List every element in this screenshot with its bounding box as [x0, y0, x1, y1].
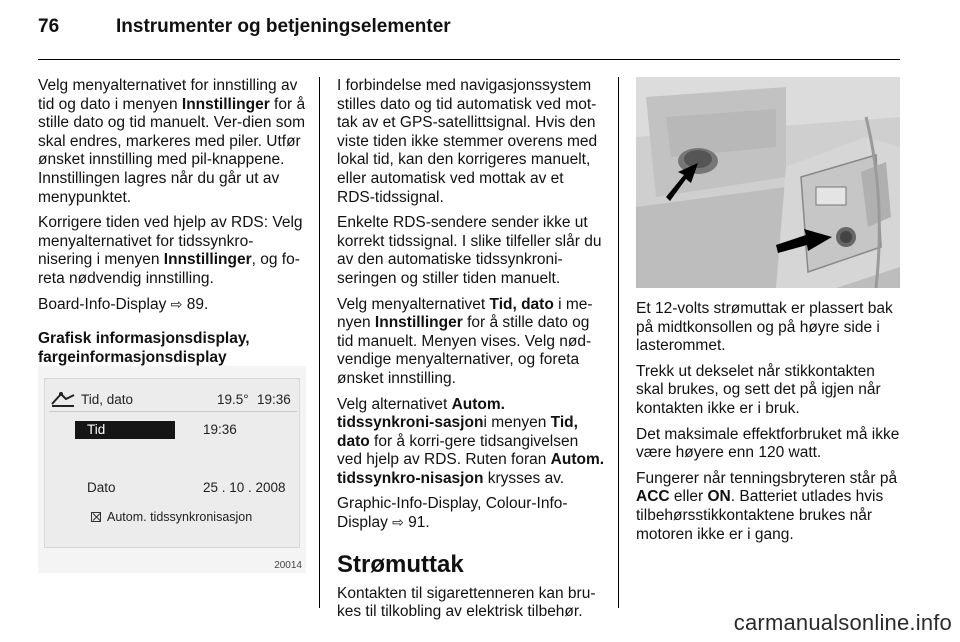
text-run: for å stille dato og tid manuelt. Menyen vises. Velg nød-vendige menyalternativer, og foreta ønsket innstilling.: [337, 314, 592, 387]
display-panel: [44, 378, 300, 548]
page-title: Instrumenter og betjeningselementer: [116, 16, 451, 37]
text-run: krysses av.: [483, 469, 565, 487]
paragraph: Et 12-volts strømuttak er plassert bak på midtkonsollen og på høyre side i lasterommet.: [636, 300, 893, 355]
text-run: , og fo-reta nødvendig innstilling.: [38, 251, 300, 287]
menu-term: Autom. tidssynkroni-sasjon: [337, 395, 505, 432]
menu-item-dato-label[interactable]: Dato: [87, 480, 116, 495]
paragraph: [38, 296, 306, 315]
text-run: i menyen: [483, 414, 551, 432]
key-term: ACC: [636, 488, 670, 506]
section-heading: Strømuttak: [337, 550, 464, 578]
watermark: carmanualsonline.info: [733, 610, 952, 635]
clock-settings-icon: [49, 389, 77, 409]
key-term: ON: [707, 488, 731, 506]
page-number: 76: [38, 16, 60, 37]
paragraph: [38, 214, 306, 288]
menu-term: Tid, dato: [489, 295, 554, 313]
figure-code: 20014: [274, 560, 302, 571]
paragraph: [337, 495, 605, 532]
page-reference[interactable]: 91.: [403, 514, 430, 532]
text-run: . Batteriet utlades hvis tilbehørsstikkontaktene brukes når motoren ikke er i gang.: [636, 488, 884, 543]
text-column-2: [337, 77, 605, 629]
display-title: Tid, dato: [81, 392, 134, 407]
text-run: Korrigere tiden ved hjelp av RDS: Velg menyalternativet for tidssynkro-nisering i menyen: [38, 214, 303, 269]
paragraph: Enkelte RDS-sendere sender ikke ut korrekt tidssignal. I slike tilfeller slår du av den automatiske tidssynkroni-seringen og stiller tiden manuelt.: [337, 214, 602, 287]
header-rule: [38, 59, 900, 60]
display-temperature: 19.5°: [217, 392, 249, 407]
page-reference-arrow-icon: ⇨: [392, 515, 404, 532]
paragraph: [38, 77, 306, 207]
text-run: i me-nyen: [337, 295, 593, 332]
text-run: eller: [669, 488, 708, 506]
paragraph: [337, 296, 605, 389]
text-column-3: [636, 300, 904, 551]
text-run: Graphic-Info-Display, Colour-Info-Display: [337, 495, 568, 532]
auto-time-sync-label[interactable]: Autom. tidssynkronisasjon: [107, 510, 253, 524]
menu-term: Innstillinger: [181, 95, 270, 113]
text-run: Velg menyalternativet: [337, 295, 490, 313]
date-value: 25 . 10 . 2008: [203, 480, 286, 495]
display-clock: 19:36: [257, 392, 291, 407]
paragraph: Det maksimale effektforbruket må ikke være høyere enn 120 watt.: [636, 425, 900, 462]
paragraph: Trekk ut dekselet når stikkontakten skal brukes, og sett det på igjen når kontakten ikke er i bruk.: [636, 362, 881, 417]
text-run: Fungerer når tenningsbryteren står på: [636, 469, 898, 487]
checkbox-checked-icon[interactable]: [91, 512, 101, 522]
menu-term: Autom. tidssynkro-nisasjon: [337, 451, 605, 487]
page-reference[interactable]: 89.: [182, 295, 209, 313]
text-run: Board-Info-Display: [38, 295, 171, 313]
power-outlet-photo: [636, 77, 900, 288]
text-column-1: [38, 77, 306, 367]
paragraph: [337, 396, 605, 489]
time-value: 19:36: [203, 422, 237, 437]
column-divider-right: [618, 77, 619, 608]
menu-term: Tid, dato: [337, 414, 578, 450]
paragraph: I forbindelse med navigasjonssystem stilles dato og tid automatisk ved mot-tak av et GPS-satellittsignal. Hvis den viste tiden ikke stemmer overens med lokal tid, kan den korrigeres manuelt, eller automatisk ved mottak av et RDS-tidssignal.: [337, 77, 598, 206]
paragraph: [636, 470, 904, 544]
paragraph: Kontakten til sigarettenneren kan bru-kes til tilkobling av elektrisk tilbehør.: [337, 584, 596, 621]
column-divider-left: [319, 77, 320, 608]
page-reference-arrow-icon: ⇨: [170, 296, 183, 313]
text-run: for å korri-gere tidsangivelsen ved hjelp av RDS. Ruten foran: [337, 432, 579, 469]
text-run: Velg menyalternativet for innstilling av tid og dato i menyen: [38, 77, 298, 113]
power-outlet-illustration: [636, 77, 900, 288]
subheading: Grafisk informasjonsdisplay, fargeinformasjonsdisplay: [38, 330, 250, 366]
text-run: for å stille dato og tid manuelt. Ver-dien som skal endres, markeres med piler. Utfør ønsket innstilling med pil-knappene. Innstillingen lagres når du går ut av menypunktet.: [38, 95, 306, 206]
menu-term: Innstillinger: [374, 314, 463, 332]
display-screen-figure: [38, 366, 306, 573]
text-run: Velg alternativet: [337, 395, 452, 413]
menu-item-tid-label: Tid: [87, 422, 106, 437]
menu-term: Innstillinger: [163, 251, 252, 269]
display-separator: [49, 411, 297, 412]
